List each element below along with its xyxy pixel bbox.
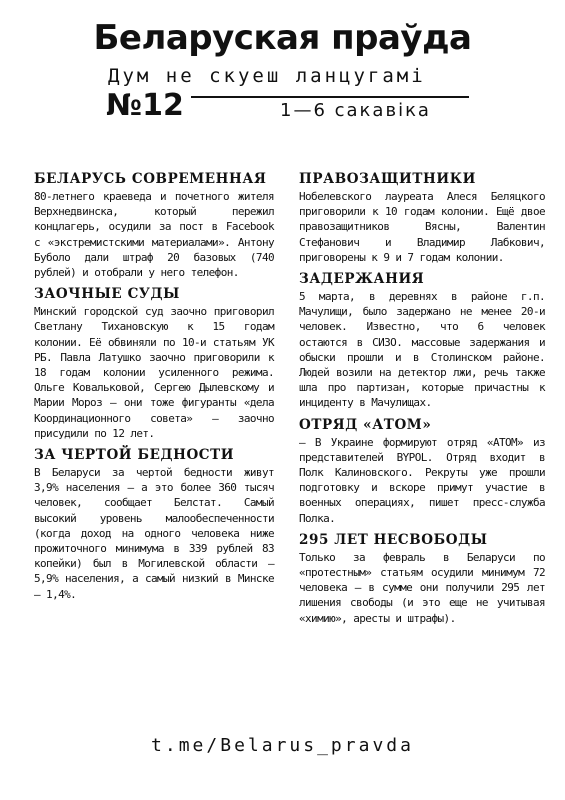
article-heading: ЗА ЧЕРТОЙ БЕДНОСТИ [34, 447, 235, 464]
article-body: — В Украине формируют отряд «АТОМ» из представителей BYPOL. Отряд входит в Полк Калиновского. Рекруты уже прошли подготовку и вскоре примут участие в военных операциях, пишет пресс-служба Полка. [299, 435, 545, 525]
article-body: В Беларуси за чертой бедности живут 3,9% населения — а это более 360 тысяч человек, сообщает Белстат. Самый высокий уровень малообеспеченности (когда доход на одного человека ниже прожиточного минимума в 339 рублей 83 копейки) был в Могилевской области — 5,9% населения, а самый низкий в Минске — 1,4%. [34, 466, 274, 601]
telegram-link[interactable]: t.me/Belarus_pravda [151, 735, 414, 756]
issue-number: №12 [106, 88, 184, 123]
article-belarus-modern [34, 170, 274, 280]
article-body: Нобелевского лауреата Алеся Беляцкого приговорили к 10 годам колонии. Ещё двое правозащитников Вясны, Валентин Стефанович и Владимир Лабкович, приговорены к 9 и 7 годам колонии. [299, 190, 545, 264]
article-absentia-trials [34, 285, 274, 441]
article-heading: БЕЛАРУСЬ СОВРЕМЕННАЯ [34, 171, 267, 187]
article-heading: ЗАОЧНЫЕ СУДЫ [34, 286, 180, 303]
article-body: Только за февраль в Беларуси по «протестным» статьям осудили минимум 72 человека — в сумме они получили 295 лет лишения свободы (и это еще не учитывая «химию», аресты и штрафы). [299, 550, 545, 625]
article-heading: ПРАВОЗАЩИТНИКИ [299, 171, 476, 187]
masthead-divider [191, 96, 469, 98]
article-atom-unit [299, 416, 545, 526]
article-body: 80-летнего краеведа и почетного жителя Верхнедвинска, который пережил концлагерь, осудили за пост в Facebook с «экстремистскими материалами». Антону Буболо дали штраф 20 базовых (740 рублей) и отобрали у него телефон. [34, 190, 274, 280]
article-body: Минский городской суд заочно приговорил Светлану Тихановскую к 15 годам колонии. Её обвиняли по 10-и статьям УК РБ. Павла Латушко заочно приговорили к 18 годам колонии усиленного режима. Ольге Ковальковой, Сергею Дылевскому и Марии Мороз — они тоже фигуранты «дела Координационного совета» — заочно присудили по 12 лет. [34, 305, 274, 440]
article-heading: 295 ЛЕТ НЕСВОБОДЫ [299, 531, 488, 548]
article-heading: ОТРЯД «АТОМ» [299, 416, 432, 433]
article-detentions [299, 270, 545, 411]
article-295-years [299, 531, 545, 626]
article-body: 5 марта, в деревнях в районе г.п. Мачулищи, было задержано не менее 20-и человек. Известно, что 6 человек остаются в СИЗО. массовые задержания и обыски прошли и в Столинском районе. Людей возили на детектор лжи, речь также шла про партизан, которые причастны к инциденту в Мачулищах. [299, 290, 545, 410]
left-column [34, 170, 274, 607]
article-human-rights-defenders [299, 170, 545, 265]
article-heading: ЗАДЕРЖАНИЯ [299, 271, 425, 288]
article-poverty-line [34, 446, 274, 602]
newspaper-title: Беларуская праўда [93, 18, 472, 58]
issue-date: 1—6 сакавіка [280, 100, 431, 121]
right-column [299, 170, 545, 631]
newspaper-slogan: Дум не скуеш ланцугамі [108, 65, 426, 87]
